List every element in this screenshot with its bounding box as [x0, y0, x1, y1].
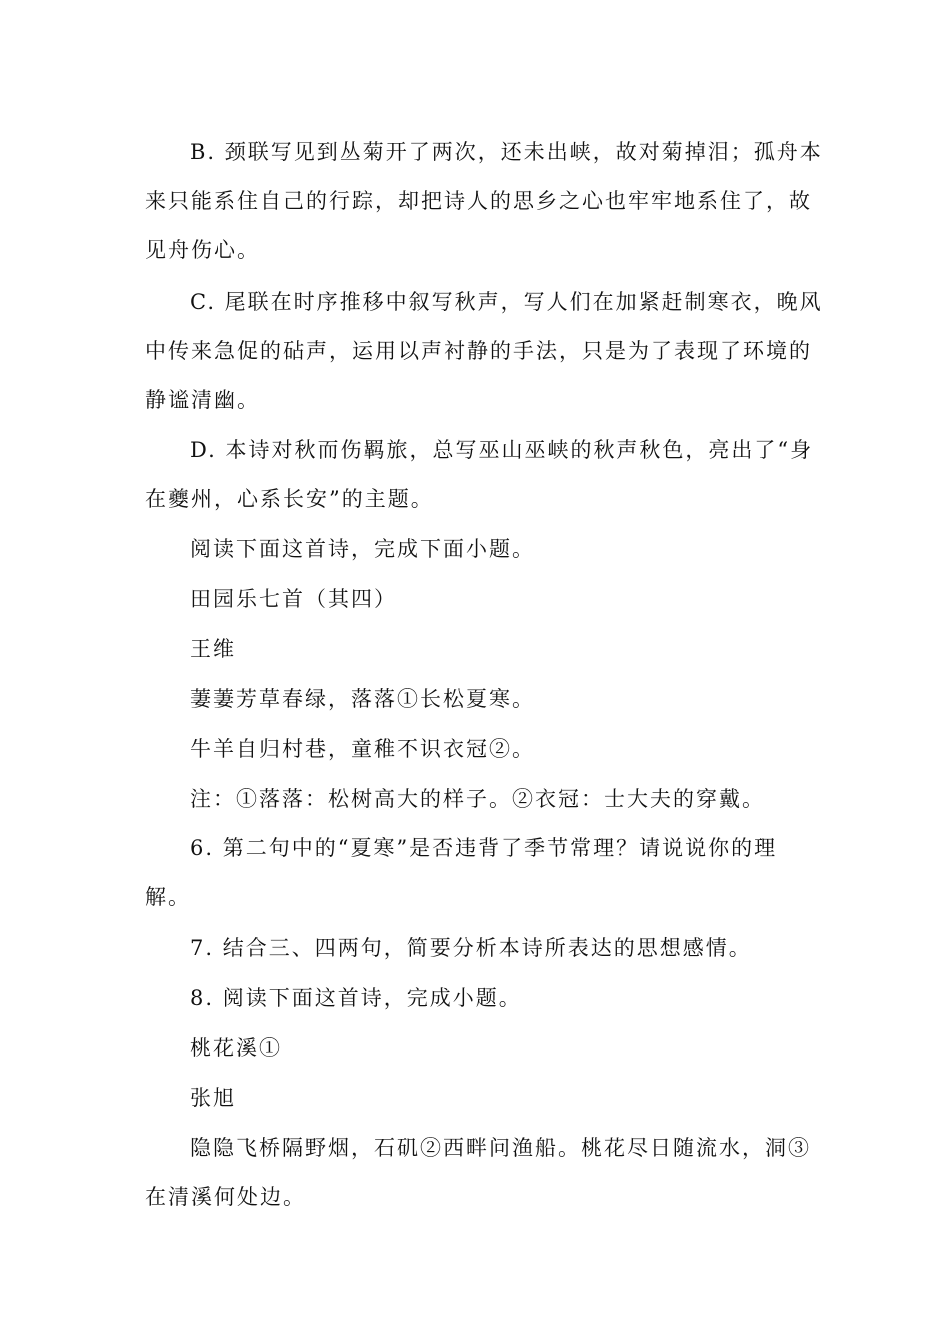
- question-7: 7. 结合三、四两句，简要分析本诗所表达的思想感情。: [190, 936, 752, 960]
- poem-body-line-1: 隐隐飞桥隔野烟，石矶②西畔问渔船。桃花尽日随流水，洞③: [190, 1136, 811, 1160]
- poem-annotation: 注：①落落：松树高大的样子。②衣冠：士大夫的穿戴。: [190, 787, 765, 811]
- option-d-line-2: 在夔州，心系长安”的主题。: [145, 487, 434, 511]
- option-c-line-1: C. 尾联在时序推移中叙写秋声，写人们在加紧赶制寒衣，晚风: [190, 290, 823, 314]
- option-c-line-3: 静谧清幽。: [145, 388, 260, 412]
- question-6-line-1: 6. 第二句中的“夏寒”是否违背了季节常理？请说说你的理: [190, 836, 778, 860]
- option-b-line-1: B. 颈联写见到丛菊开了两次，还未出峡，故对菊掉泪；孤舟本: [190, 140, 823, 164]
- poem-line: 牛羊自归村巷，童稚不识衣冠②。: [190, 737, 535, 761]
- reading-instruction: 阅读下面这首诗，完成下面小题。: [190, 537, 535, 561]
- question-8: 8. 阅读下面这首诗，完成小题。: [190, 986, 522, 1010]
- poem-author: 张旭: [190, 1086, 236, 1110]
- poem-author: 王维: [190, 637, 236, 661]
- option-b-line-3: 见舟伤心。: [145, 238, 260, 262]
- option-d-line-1: D. 本诗对秋而伤羁旅，总写巫山巫峡的秋声秋色，亮出了“身: [190, 438, 814, 462]
- poem-line: 萋萋芳草春绿，落落①长松夏寒。: [190, 687, 535, 711]
- option-c-line-2: 中传来急促的砧声，运用以声衬静的手法，只是为了表现了环境的: [145, 339, 812, 363]
- poem-body-line-2: 在清溪何处边。: [145, 1185, 306, 1209]
- question-6-line-2: 解。: [145, 885, 191, 909]
- poem-title: 桃花溪①: [190, 1036, 282, 1060]
- poem-title: 田园乐七首（其四）: [190, 587, 397, 611]
- option-b-line-2: 来只能系住自己的行踪，却把诗人的思乡之心也牢牢地系住了，故: [145, 189, 812, 213]
